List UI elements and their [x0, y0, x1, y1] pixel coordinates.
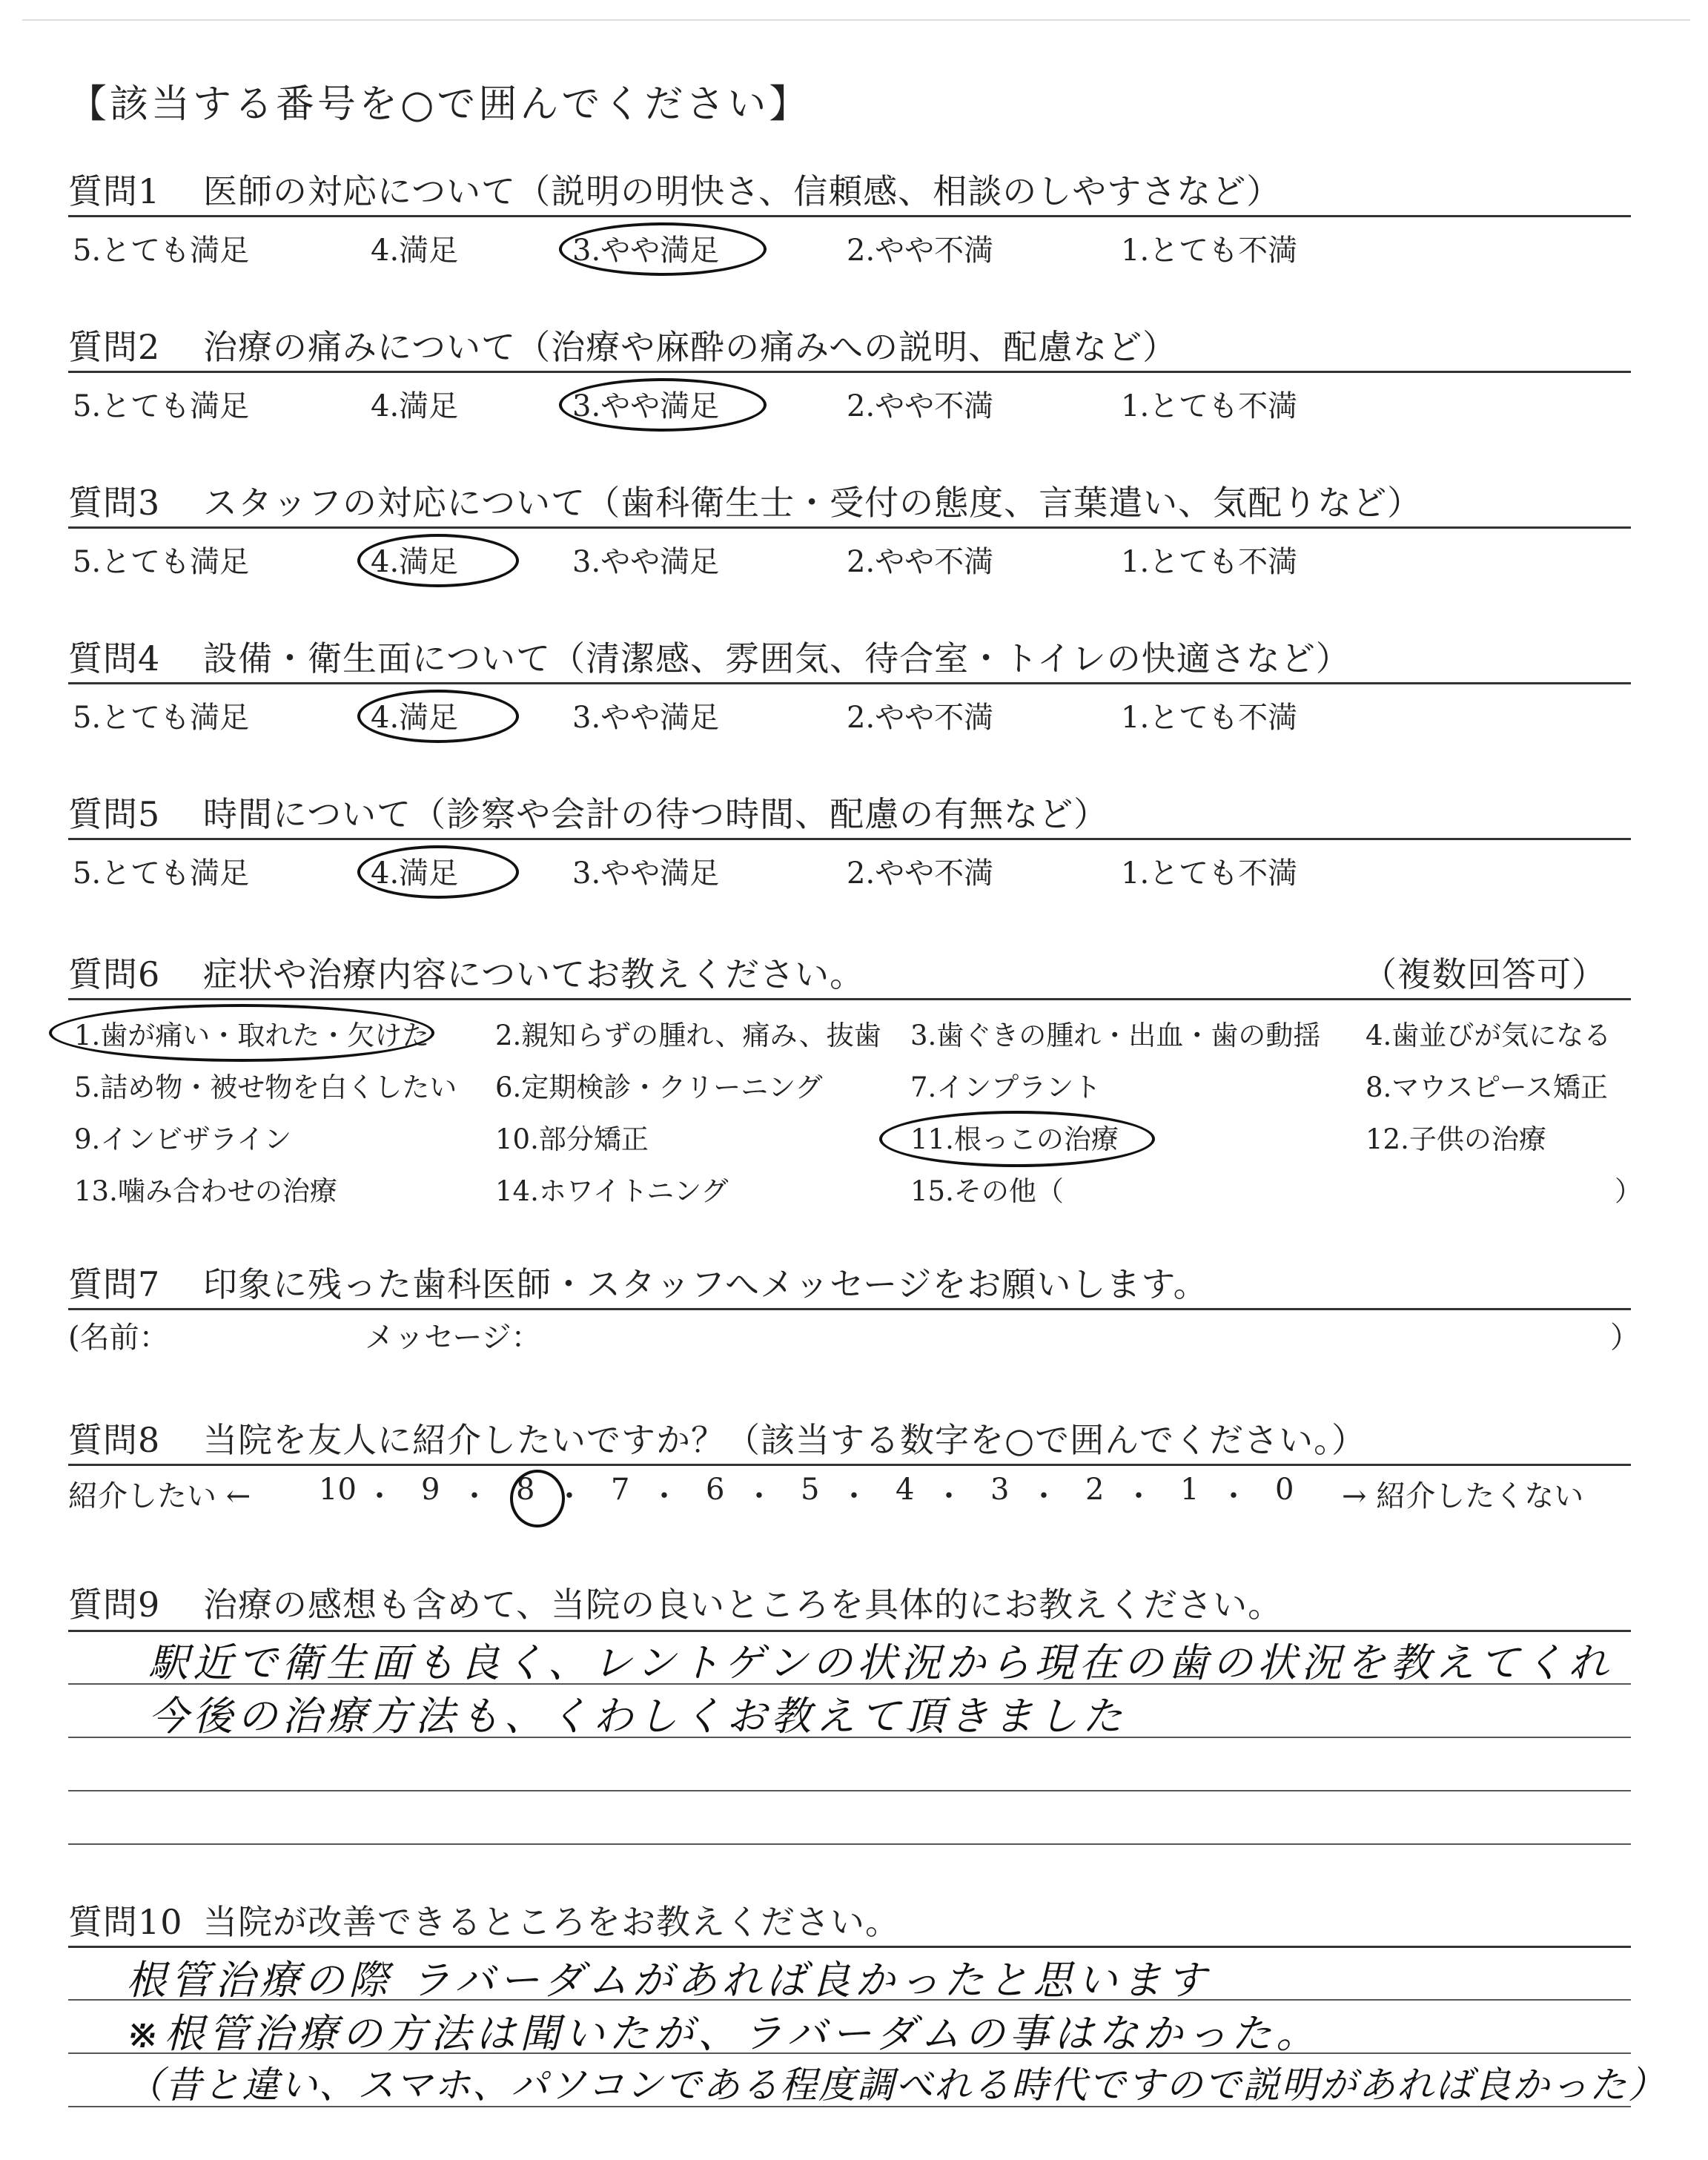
q6-option-1[interactable]: 1.歯が痛い・取れた・欠けた: [74, 1020, 430, 1051]
scan-top-border: [22, 19, 1690, 21]
page-header: 【該当する番号を○で囲んでください】: [68, 82, 811, 127]
q7-name-label: (名前：: [68, 1321, 169, 1355]
q2-selected-circle: [559, 378, 767, 432]
q3-rule: [68, 526, 1631, 529]
q8-label: 質問8: [68, 1420, 161, 1460]
q6-text: 症状や治療内容についてお教えください。: [203, 954, 865, 994]
q4-selected-circle: [357, 690, 519, 743]
q9-answer-line-2: 今後の治療方法も、くわしくお教えて頂きました: [148, 1693, 1127, 1740]
q5-option-2[interactable]: 2.やや不満: [847, 856, 994, 891]
q7-rule: [68, 1308, 1631, 1310]
q8-scale-10[interactable]: 10: [319, 1473, 357, 1507]
q8-scale-7[interactable]: 7: [611, 1473, 630, 1507]
q2-option-4[interactable]: 4.満足: [371, 389, 459, 423]
q8-scale-separator: ・: [460, 1479, 489, 1513]
q2-option-2[interactable]: 2.やや不満: [847, 389, 994, 423]
q1-option-2[interactable]: 2.やや不満: [847, 234, 994, 268]
q10-label: 質問10: [68, 1902, 183, 1942]
q2-label: 質問2: [68, 327, 161, 367]
q5-text: 時間について（診察や会計の待つ時間、配慮の有無など）: [203, 794, 1109, 834]
q7-text: 印象に残った歯科医師・スタッフへメッセージをお願いします。: [203, 1264, 1208, 1304]
q6-option-7[interactable]: 7.インプラント: [910, 1071, 1102, 1103]
q10-answer-line-1: 根管治療の際 ラバーダムがあれば良かったと思います: [126, 1957, 1211, 2004]
q5-option-3[interactable]: 3.やや満足: [572, 856, 720, 891]
q10-text: 当院が改善できるところをお教えください。: [203, 1902, 900, 1942]
q1-rule: [68, 215, 1631, 217]
q2-option-5[interactable]: 5.とても満足: [73, 389, 250, 423]
q8-scale-separator: ・: [365, 1479, 394, 1513]
q6-option-15[interactable]: 15.その他（: [910, 1175, 1064, 1207]
q6-option-14[interactable]: 14.ホワイトニング: [495, 1175, 729, 1207]
q4-option-2[interactable]: 2.やや不満: [847, 701, 994, 735]
q6-selected-circle-1: [49, 1004, 434, 1062]
q4-text: 設備・衛生面について（清潔感、雰囲気、待合室・トイレの快適さなど）: [203, 638, 1351, 678]
q1-option-4[interactable]: 4.満足: [371, 234, 459, 268]
q3-option-3[interactable]: 3.やや満足: [572, 545, 720, 579]
q6-option-2[interactable]: 2.親知らずの腫れ、痛み、抜歯: [495, 1020, 881, 1051]
q4-option-1[interactable]: 1.とても不満: [1121, 701, 1298, 735]
q6-option-9[interactable]: 9.インビザライン: [74, 1123, 292, 1155]
q4-option-5[interactable]: 5.とても満足: [73, 701, 250, 735]
q8-scale-0[interactable]: 0: [1275, 1473, 1294, 1507]
q6-option-8[interactable]: 8.マウスピース矯正: [1366, 1071, 1608, 1103]
q6-option-4[interactable]: 4.歯並びが気になる: [1366, 1020, 1612, 1051]
q8-scale-separator: ・: [555, 1479, 584, 1513]
q10-answer-line-2: ※根管治療の方法は聞いたが、ラバーダムの事はなかった。: [126, 2010, 1321, 2057]
q8-scale-separator: ・: [744, 1479, 774, 1513]
q2-option-1[interactable]: 1.とても不満: [1121, 389, 1298, 423]
q3-text: スタッフの対応について（歯科衛生士・受付の態度、言葉遣い、気配りなど）: [203, 483, 1423, 523]
q10-rule-1: [68, 1946, 1631, 1948]
q6-rule: [68, 998, 1631, 1000]
q8-scale-separator: ・: [839, 1479, 869, 1513]
q1-label: 質問1: [68, 171, 161, 211]
q4-option-4[interactable]: 4.満足: [371, 701, 459, 735]
q1-option-5[interactable]: 5.とても満足: [73, 234, 250, 268]
q1-option-3[interactable]: 3.やや満足: [572, 234, 720, 268]
q3-option-2[interactable]: 2.やや不満: [847, 545, 994, 579]
q8-scale-9[interactable]: 9: [421, 1473, 440, 1507]
q8-scale-separator: ・: [934, 1479, 964, 1513]
q8-rule: [68, 1464, 1631, 1466]
q2-rule: [68, 371, 1631, 373]
q9-label: 質問9: [68, 1585, 161, 1625]
q8-scale-separator: ・: [649, 1479, 679, 1513]
q6-option-12[interactable]: 12.子供の治療: [1366, 1123, 1546, 1155]
q3-label: 質問3: [68, 483, 161, 523]
q1-option-1[interactable]: 1.とても不満: [1121, 234, 1298, 268]
q10-answer-line-3: （昔と違い、スマホ、パソコンである程度調べれる時代ですので説明があれば良かった）: [126, 2064, 1666, 2107]
q6-option-3[interactable]: 3.歯ぐきの腫れ・出血・歯の動揺: [910, 1020, 1321, 1051]
q3-option-1[interactable]: 1.とても不満: [1121, 545, 1298, 579]
q1-selected-circle: [559, 222, 767, 276]
q3-option-4[interactable]: 4.満足: [371, 545, 459, 579]
q2-option-3[interactable]: 3.やや満足: [572, 389, 720, 423]
q3-selected-circle: [357, 534, 519, 587]
q2-text: 治療の痛みについて（治療や麻酔の痛みへの説明、配慮など）: [203, 327, 1178, 367]
q8-scale-2[interactable]: 2: [1085, 1473, 1105, 1507]
q6-other-close-paren: ）: [1615, 1175, 1642, 1207]
q6-selected-circle-11: [879, 1111, 1155, 1167]
q9-answer-line-1: 駅近で衛生面も良く、レントゲンの状況から現在の歯の状況を教えてくれ: [148, 1639, 1613, 1686]
q9-rule-5: [68, 1843, 1631, 1845]
q8-scale-6[interactable]: 6: [706, 1473, 725, 1507]
q4-rule: [68, 682, 1631, 684]
q5-option-5[interactable]: 5.とても満足: [73, 856, 250, 891]
q8-scale-3[interactable]: 3: [990, 1473, 1010, 1507]
q6-option-6[interactable]: 6.定期検診・クリーニング: [495, 1071, 823, 1103]
q5-rule: [68, 838, 1631, 840]
q8-scale-4[interactable]: 4: [896, 1473, 915, 1507]
q6-option-10[interactable]: 10.部分矯正: [495, 1123, 649, 1155]
q7-close-paren: ）: [1610, 1321, 1640, 1355]
q8-scale-separator: ・: [1219, 1479, 1248, 1513]
q5-option-4[interactable]: 4.満足: [371, 856, 459, 891]
q8-scale-5[interactable]: 5: [801, 1473, 820, 1507]
q4-option-3[interactable]: 3.やや満足: [572, 701, 720, 735]
q5-label: 質問5: [68, 794, 161, 834]
q8-scale-8[interactable]: 8: [516, 1473, 535, 1507]
q7-message-label: メッセージ：: [365, 1321, 541, 1355]
q6-option-5[interactable]: 5.詰め物・被せ物を白くしたい: [74, 1071, 457, 1103]
q5-selected-circle: [357, 845, 519, 899]
q9-text: 治療の感想も含めて、当院の良いところを具体的にお教えください。: [203, 1585, 1283, 1625]
q6-option-13[interactable]: 13.噛み合わせの治療: [74, 1175, 337, 1207]
q8-scale-1[interactable]: 1: [1180, 1473, 1199, 1507]
q8-right-label: → 紹介したくない: [1342, 1479, 1584, 1513]
q8-selected-circle: [510, 1470, 565, 1527]
q8-scale-separator: ・: [1029, 1479, 1059, 1513]
q1-text: 医師の対応について（説明の明快さ、信頼感、相談のしやすさなど）: [203, 171, 1282, 211]
q4-label: 質問4: [68, 638, 161, 678]
q3-option-5[interactable]: 5.とても満足: [73, 545, 250, 579]
q6-label: 質問6: [68, 954, 161, 994]
q8-text: 当院を友人に紹介したいですか？（該当する数字を○で囲んでください。）: [203, 1420, 1367, 1460]
q9-rule-4: [68, 1790, 1631, 1791]
q8-scale-separator: ・: [1124, 1479, 1153, 1513]
q5-option-1[interactable]: 1.とても不満: [1121, 856, 1298, 891]
q7-label: 質問7: [68, 1264, 161, 1304]
q8-left-label: 紹介したい ←: [68, 1479, 251, 1513]
q6-option-11[interactable]: 11.根っこの治療: [910, 1123, 1119, 1155]
q6-note: （複数回答可）: [1363, 954, 1606, 994]
